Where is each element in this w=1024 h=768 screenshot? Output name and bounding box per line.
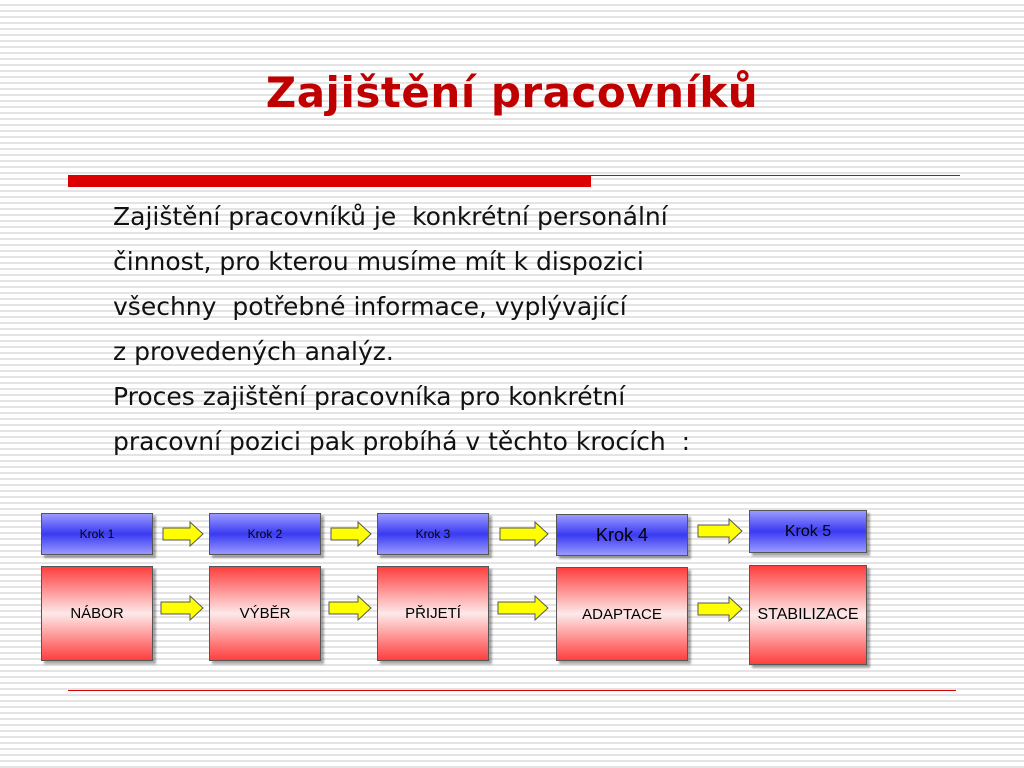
step-box-5 <box>749 510 867 553</box>
right-arrow-icon <box>697 518 743 544</box>
phase-box-2 <box>209 566 321 661</box>
body-line: všechny potřebné informace, vyplývající <box>113 292 627 321</box>
right-arrow-icon <box>497 595 549 621</box>
body-text <box>113 194 933 464</box>
right-arrow-icon <box>162 521 204 547</box>
phase-label: VÝBĚR <box>239 605 291 622</box>
step-box-4 <box>556 514 688 556</box>
slide-title: Zajištění pracovníků <box>265 68 759 117</box>
right-arrow-icon <box>330 521 372 547</box>
body-line: Zajištění pracovníků je konkrétní personální <box>113 202 668 231</box>
body-line: pracovní pozici pak probíhá v těchto krocích : <box>113 427 691 456</box>
step-box-3 <box>377 513 489 555</box>
right-arrow-icon <box>499 521 549 547</box>
title-underline-thick <box>68 175 591 187</box>
step-label: Krok 2 <box>247 527 283 541</box>
phase-box-5 <box>749 565 867 665</box>
body-line: Proces zajištění pracovníka pro konkrétní <box>113 382 626 411</box>
phase-label: PŘIJETÍ <box>405 605 461 622</box>
step-label: Krok 4 <box>595 524 649 545</box>
step-label: Krok 1 <box>79 527 115 541</box>
step-box-2 <box>209 513 321 555</box>
phase-label: NÁBOR <box>70 605 124 622</box>
phase-box-3 <box>377 566 489 661</box>
right-arrow-icon <box>160 595 204 621</box>
phase-box-1 <box>41 566 153 661</box>
right-arrow-icon <box>697 596 743 622</box>
phase-label: ADAPTACE <box>582 605 662 623</box>
step-box-1 <box>41 513 153 555</box>
phase-box-4 <box>556 567 688 661</box>
step-label: Krok 5 <box>784 522 832 540</box>
body-line: z provedených analýz. <box>113 337 394 366</box>
title-underline-thin <box>591 175 960 176</box>
step-label: Krok 3 <box>415 527 451 541</box>
right-arrow-icon <box>328 595 372 621</box>
body-line: činnost, pro kterou musíme mít k dispozici <box>113 247 644 276</box>
footer-rule <box>68 690 956 691</box>
phase-label: STABILIZACE <box>757 606 859 623</box>
